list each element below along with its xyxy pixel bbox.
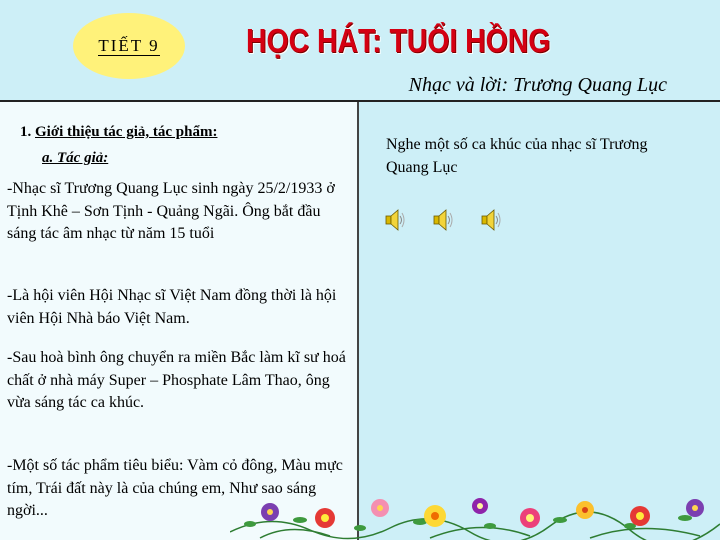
paragraph-birth: -Nhạc sĩ Trương Quang Lục sinh ngày 25/2/1933 ở Tịnh Khê – Sơn Tịnh - Quảng Ngãi. Ông bắt đầu sáng tác âm nhạc từ năm 15 tuổi	[7, 180, 335, 242]
section-number: 1.	[20, 124, 32, 140]
listen-text: Nghe một số ca khúc của nhạc sĩ Trương Quang Lục	[386, 136, 648, 176]
flower-border-icon	[230, 472, 720, 540]
speaker-icon[interactable]	[480, 207, 502, 233]
lesson-badge	[73, 13, 185, 79]
paragraph-membership: -Là hội viên Hội Nhạc sĩ Việt Nam đồng thời là hội viên Hội Nhà báo Việt Nam.	[7, 287, 337, 327]
speaker-icon[interactable]	[384, 207, 406, 233]
page-title: HỌC HÁT: TUỔI HỒNG	[246, 22, 551, 59]
paragraph-career: -Sau hoà bình ông chuyển ra miền Bắc làm kĩ sư hoá chất ở nhà máy Super – Phosphate Lâm Thao, ông vừa sáng tác ca khúc.	[7, 349, 346, 411]
paragraph-works: -Một số tác phẩm tiêu biểu: Vàm cỏ đông, Màu mực tím, Trái đất này là của chúng em, Như sao sáng ngời...	[7, 457, 343, 519]
section-title: Giới thiệu tác giả, tác phẩm:	[35, 124, 218, 140]
page-subtitle: Nhạc và lời: Trương Quang Lục	[408, 74, 667, 96]
sub-heading: a. Tác giả:	[42, 150, 109, 166]
lesson-badge-label: TIẾT 9	[98, 35, 160, 55]
speaker-icon[interactable]	[432, 207, 454, 233]
section-heading	[20, 124, 217, 141]
